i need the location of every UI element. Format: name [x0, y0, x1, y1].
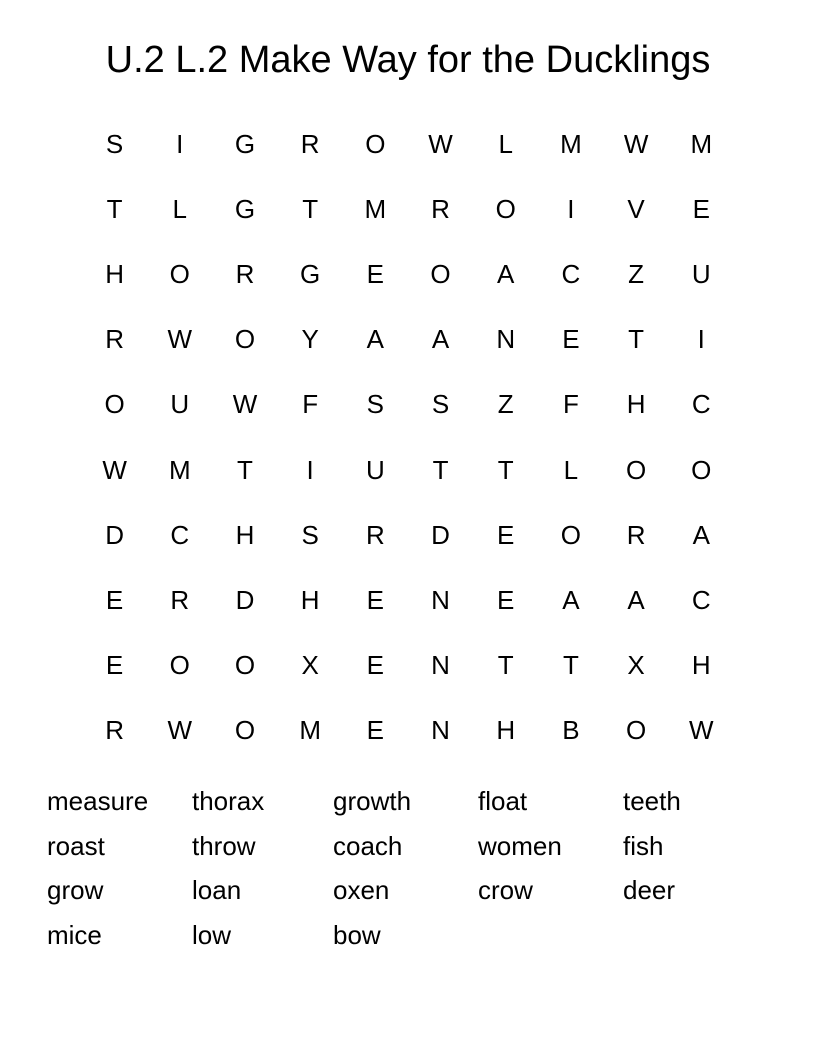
grid-cell-r8c2: R [170, 584, 190, 615]
grid-cell-r1c4: R [300, 128, 320, 159]
grid-cell-r10c3: O [234, 715, 256, 746]
grid-cell-r1c5: O [365, 128, 386, 159]
word-list-column-4 [478, 779, 623, 913]
word-list-column-5 [623, 779, 763, 913]
word-item-c3r4: bow [333, 919, 381, 950]
grid-cell-r6c7: T [497, 454, 514, 485]
grid-cell-r6c9: O [625, 454, 647, 485]
puzzle-title: U.2 L.2 Make Way for the Ducklings [105, 39, 711, 81]
grid-cell-r4c1: R [105, 324, 124, 355]
grid-cell-r10c7: H [496, 715, 516, 746]
grid-cell-r1c7: L [498, 128, 513, 159]
grid-cell-r7c6: D [431, 519, 450, 550]
grid-cell-r8c3: D [235, 584, 255, 615]
word-item-c2r4: low [192, 919, 232, 950]
grid-cell-r3c10: U [691, 258, 711, 289]
word-item-c1r2: roast [47, 830, 105, 861]
grid-cell-r8c6: N [431, 584, 450, 615]
word-item-c4r2: women [478, 830, 562, 861]
grid-cell-r5c4: F [302, 389, 319, 420]
grid-cell-r8c1: E [105, 584, 124, 615]
grid-cell-r10c1: R [105, 715, 124, 746]
grid-cell-r3c4: G [300, 258, 321, 289]
grid-cell-r9c8: T [562, 650, 579, 681]
grid-cell-r7c2: C [170, 519, 190, 550]
grid-cell-r5c7: Z [497, 389, 514, 420]
grid-cell-r9c3: O [234, 650, 256, 681]
grid-cell-r3c9: Z [628, 258, 645, 289]
grid-cell-r4c7: N [496, 324, 516, 355]
grid-cell-r6c4: I [306, 454, 314, 485]
grid-cell-r5c1: O [104, 389, 125, 420]
grid-cell-r9c7: T [497, 650, 514, 681]
grid-cell-r9c5: E [366, 650, 385, 681]
grid-cell-r7c7: E [497, 519, 515, 550]
grid-cell-r9c2: O [169, 650, 190, 681]
word-item-c2r2: throw [192, 830, 256, 861]
grid-cell-r2c7: O [495, 193, 516, 224]
grid-cell-r9c9: X [627, 650, 645, 681]
grid-cell-r5c8: F [562, 389, 579, 420]
word-list-column-1 [47, 779, 192, 957]
grid-cell-r4c2: W [167, 324, 193, 355]
grid-cell-r9c6: N [431, 650, 450, 681]
grid-cell-r10c6: N [431, 715, 450, 746]
grid-cell-r1c10: M [690, 128, 713, 159]
grid-cell-r1c8: M [560, 128, 582, 159]
grid-cell-r9c4: X [301, 650, 319, 681]
grid-cell-r7c3: H [235, 519, 255, 550]
word-item-c5r1: teeth [623, 786, 681, 816]
grid-cell-r5c9: H [626, 389, 646, 420]
letter-grid [82, 111, 734, 763]
grid-cell-r2c8: I [567, 193, 575, 224]
grid-cell-r8c8: A [562, 584, 580, 615]
grid-cell-r3c5: E [366, 258, 385, 289]
grid-cell-r2c5: M [364, 193, 387, 224]
grid-cell-r1c3: G [234, 128, 256, 159]
word-item-c1r4: mice [47, 919, 102, 950]
grid-cell-r3c3: R [235, 258, 255, 289]
grid-cell-r7c4: S [301, 519, 319, 550]
grid-cell-r10c9: O [625, 715, 647, 746]
grid-cell-r5c10: C [691, 389, 711, 420]
grid-cell-r2c1: T [106, 193, 123, 224]
word-item-c3r1: growth [333, 786, 412, 816]
word-item-c5r2: fish [623, 830, 664, 861]
grid-cell-r10c2: W [167, 715, 193, 746]
grid-cell-r9c1: E [105, 650, 124, 681]
grid-cell-r5c5: S [366, 389, 385, 420]
grid-cell-r3c7: A [497, 258, 515, 289]
grid-cell-r4c9: T [628, 324, 645, 355]
grid-cell-r10c8: B [562, 715, 580, 746]
grid-cell-r6c5: U [365, 454, 385, 485]
grid-cell-r3c1: H [105, 258, 124, 289]
grid-cell-r4c3: O [234, 324, 256, 355]
word-item-c4r3: crow [478, 875, 533, 905]
word-item-c1r1: measure [47, 786, 149, 816]
grid-cell-r8c7: E [497, 584, 515, 615]
grid-cell-r1c6: W [428, 128, 453, 159]
grid-cell-r10c4: M [299, 715, 321, 746]
grid-cell-r5c3: W [232, 389, 258, 420]
grid-cell-r8c10: C [691, 584, 711, 615]
word-list-column-2 [192, 779, 333, 957]
word-item-c3r3: oxen [333, 875, 390, 905]
grid-cell-r3c6: O [430, 258, 451, 289]
grid-cell-r1c9: W [623, 128, 649, 159]
grid-cell-r3c2: O [169, 258, 190, 289]
word-item-c2r1: thorax [192, 786, 265, 816]
grid-cell-r1c1: S [105, 128, 124, 159]
grid-cell-r2c2: L [172, 193, 188, 224]
grid-cell-r6c6: T [432, 454, 449, 485]
grid-cell-r4c6: A [431, 324, 450, 355]
grid-cell-r2c10: E [692, 193, 710, 224]
grid-cell-r7c1: D [105, 519, 124, 550]
grid-cell-r2c4: T [302, 193, 319, 224]
grid-cell-r5c6: S [431, 389, 450, 420]
grid-cell-r7c8: O [560, 519, 582, 550]
grid-cell-r1c2: I [176, 128, 184, 159]
word-item-c1r3: grow [47, 875, 104, 905]
grid-cell-r4c5: A [366, 324, 385, 355]
grid-cell-r4c10: I [697, 324, 705, 355]
grid-cell-r3c8: C [561, 258, 581, 289]
grid-cell-r6c1: W [102, 454, 127, 485]
grid-cell-r5c2: U [170, 389, 190, 420]
grid-cell-r6c10: O [691, 454, 712, 485]
grid-cell-r10c10: W [689, 715, 714, 746]
grid-cell-r7c10: A [692, 519, 710, 550]
grid-cell-r10c5: E [366, 715, 385, 746]
word-item-c2r3: loan [192, 875, 242, 905]
grid-cell-r2c6: R [431, 193, 450, 224]
grid-cell-r8c4: H [300, 584, 320, 615]
grid-cell-r7c5: R [365, 519, 385, 550]
word-item-c5r3: deer [623, 875, 676, 905]
grid-cell-r8c5: E [366, 584, 385, 615]
grid-cell-r4c8: E [562, 324, 580, 355]
grid-cell-r6c3: T [237, 454, 253, 485]
grid-cell-r8c9: A [627, 584, 645, 615]
grid-cell-r4c4: Y [301, 324, 319, 355]
word-list-column-3 [333, 779, 478, 957]
grid-cell-r9c10: H [691, 650, 711, 681]
word-list [47, 779, 763, 957]
grid-cell-r6c8: L [563, 454, 579, 485]
grid-cell-r7c9: R [626, 519, 646, 550]
grid-cell-r2c9: V [627, 193, 645, 224]
word-item-c4r1: float [478, 786, 528, 816]
grid-cell-r6c2: M [168, 454, 191, 485]
grid-cell-r2c3: G [234, 193, 256, 224]
word-item-c3r2: coach [333, 830, 403, 861]
